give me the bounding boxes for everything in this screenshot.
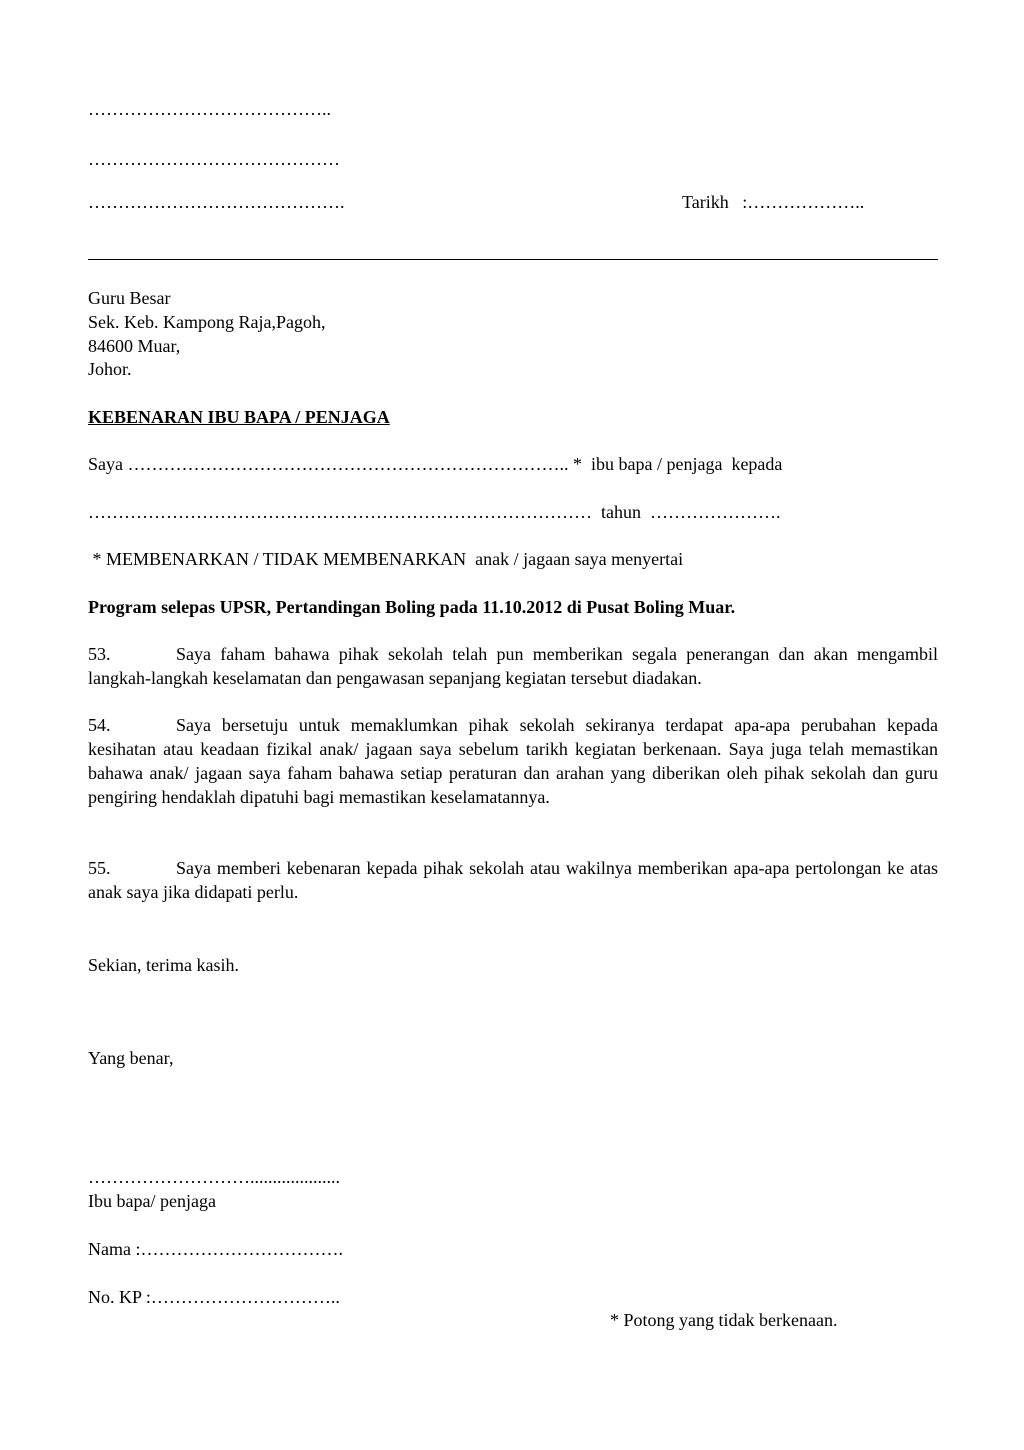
footnote: * Potong yang tidak berkenaan. (610, 1310, 838, 1330)
ic-number-field: No. KP :………………………….. (88, 1287, 340, 1307)
header-divider (88, 259, 938, 260)
paragraph-text: Saya faham bahawa pihak sekolah telah pun memberikan segala penerangan dan akan mengambil langkah-langkah keselamatan dan pengawasan sepanjang kegiatan tersebut diadakan. (88, 644, 938, 688)
signature-role: Ibu bapa/ penjaga (88, 1191, 216, 1211)
closing-text: Sekian, terima kasih. (88, 955, 239, 975)
recipient-line-4: Johor. (88, 359, 132, 379)
paragraph-number: 55. (88, 858, 111, 878)
paragraph-54 (88, 713, 938, 809)
paragraph-number: 54. (88, 715, 111, 735)
paragraph-53 (88, 642, 938, 690)
recipient-line-1: Guru Besar (88, 288, 171, 308)
form-line-child: ………………………………………………………………………… tahun …………………. (88, 502, 781, 522)
paragraph-55 (88, 856, 938, 904)
program-line: Program selepas UPSR, Pertandingan Boling pada 11.10.2012 di Pusat Boling Muar. (88, 597, 736, 617)
signoff-text: Yang benar, (88, 1048, 174, 1068)
date-field: Tarikh :……………….. (682, 192, 865, 212)
name-field: Nama :……………………………. (88, 1239, 343, 1259)
recipient-line-2: Sek. Keb. Kampong Raja,Pagoh, (88, 312, 326, 332)
sender-line-2: …………………………………… (88, 149, 340, 169)
paragraph-text: Saya memberi kebenaran kepada pihak sekolah atau wakilnya memberikan apa-apa pertolongan ke atas anak saya jika didapati perlu. (88, 858, 938, 902)
paragraph-number: 53. (88, 644, 111, 664)
signature-line: ……………………….................... (88, 1167, 340, 1187)
sender-line-1: ………………………………….. (88, 99, 331, 119)
sender-line-3: ……………………………………. (88, 192, 345, 212)
document-title: KEBENARAN IBU BAPA / PENJAGA (88, 407, 390, 427)
paragraph-text: Saya bersetuju untuk memaklumkan pihak sekolah sekiranya terdapat apa-apa perubahan kepada kesihatan atau keadaan fizikal anak/ jagaan saya sebelum tarikh kegiatan berkenaan. Saya juga telah memastikan bahawa anak/ jagaan saya faham bahawa setiap peraturan dan arahan yang diberikan oleh pihak sekolah dan guru pengiring hendaklah dipatuhi bagi memastikan keselamatannya. (88, 715, 938, 807)
form-line-parent: Saya ……………………………………………………………….. * ibu bapa / penjaga kepada (88, 454, 783, 474)
form-line-permission: * MEMBENARKAN / TIDAK MEMBENARKAN anak / jagaan saya menyertai (88, 549, 684, 569)
recipient-line-3: 84600 Muar, (88, 336, 181, 356)
